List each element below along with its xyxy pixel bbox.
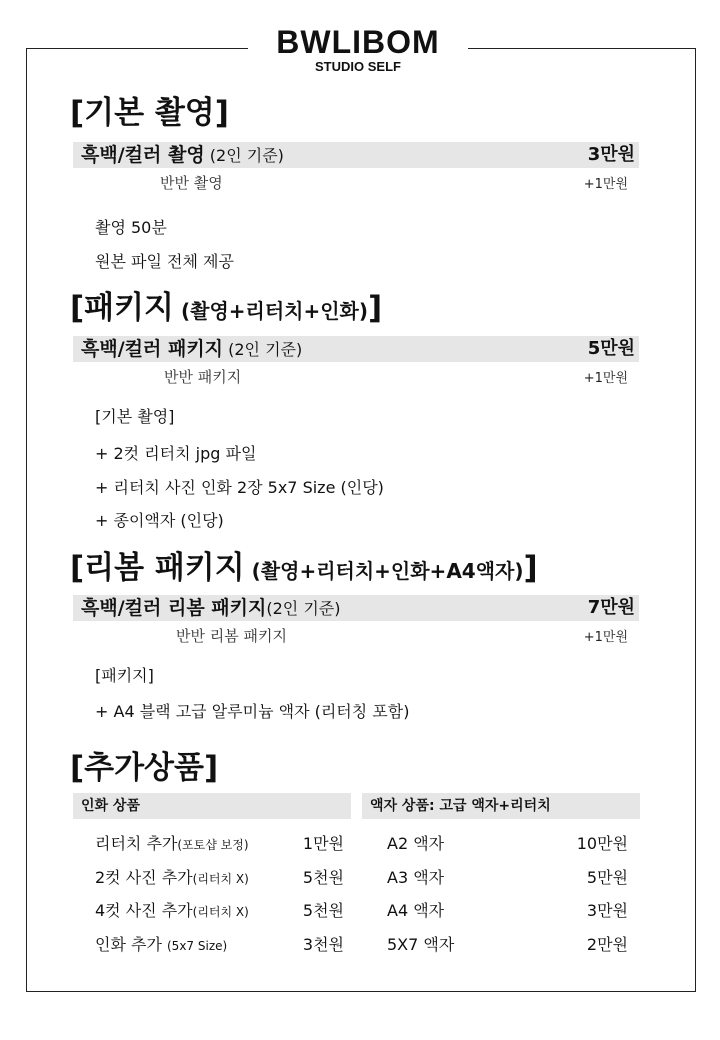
ribom-heading-close: ] (523, 550, 538, 586)
package-item: + 종이액자 (인당) (95, 511, 224, 530)
ribom-title (81, 595, 340, 622)
ribom-half-price: +1만원 (583, 630, 628, 645)
basic-heading: [기본 촬영] (70, 95, 229, 131)
package-title-bold: 흑백/컬러 패키지 (81, 338, 224, 360)
ribom-half-label: 반반 리봄 패키지 (176, 627, 287, 645)
basic-title (81, 142, 284, 169)
extra-heading: [추가상품] (70, 750, 219, 786)
ribom-title-bold: 흑백/컬러 리봄 패키지 (81, 597, 267, 619)
package-price: 5만원 (587, 338, 635, 359)
print-product-label: 4컷 사진 추가 (95, 901, 193, 920)
print-product-name (95, 934, 227, 957)
print-product-name (95, 900, 249, 923)
brand-subtitle: STUDIO SELF (315, 59, 401, 74)
basic-price-bar (73, 142, 639, 168)
print-product-price: 5천원 (302, 868, 344, 887)
print-products-title: 인화 상품 (81, 798, 140, 814)
print-product-label: 2컷 사진 추가 (95, 868, 193, 887)
frame-product-price: 5만원 (586, 868, 628, 887)
print-product-label: 인화 추가 (95, 935, 167, 954)
ribom-heading-main: [리봄 패키지 (70, 550, 245, 586)
package-title-note: (2인 기준) (223, 340, 303, 359)
print-product-note: (포토샵 보정) (177, 838, 249, 852)
print-product-note: (리터치 X) (192, 872, 249, 886)
ribom-price: 7만원 (587, 597, 635, 618)
package-item: [기본 촬영] (95, 407, 175, 426)
frame-product-price: 3만원 (586, 901, 628, 920)
ribom-item: [패키지] (95, 666, 154, 685)
print-product-label: 리터치 추가 (95, 834, 178, 853)
print-product-name (95, 867, 249, 890)
basic-item: 촬영 50분 (95, 218, 167, 237)
print-product-price: 1만원 (302, 834, 344, 853)
print-product-note: (리터치 X) (192, 905, 249, 919)
basic-title-bold: 흑백/컬러 촬영 (81, 144, 205, 166)
frame-product-name: A4 액자 (387, 901, 445, 920)
brand-name: BWLIBOM (276, 24, 440, 60)
ribom-heading-sub: (촬영+리터치+인화+A4액자) (244, 559, 524, 583)
frame-product-name: A3 액자 (387, 868, 445, 887)
basic-price: 3만원 (587, 144, 635, 165)
basic-item: 원본 파일 전체 제공 (95, 252, 234, 271)
frame-product-name: A2 액자 (387, 834, 445, 853)
package-half-label: 반반 패키지 (164, 368, 242, 386)
package-title (81, 336, 302, 363)
ribom-item: + A4 블랙 고급 알루미늄 액자 (리터칭 포함) (95, 702, 410, 721)
print-product-note: (5x7 Size) (167, 939, 228, 953)
ribom-heading (70, 550, 538, 589)
brand-logo (248, 24, 468, 74)
package-heading (70, 290, 382, 329)
package-price-bar (73, 336, 639, 362)
frame-product-name: 5X7 액자 (387, 935, 455, 954)
frame-products-header (362, 793, 640, 819)
package-half-price: +1만원 (583, 371, 628, 386)
basic-half-price: +1만원 (583, 177, 628, 192)
package-heading-close: ] (368, 290, 383, 326)
frame-products-title: 액자 상품: 고급 액자+리터치 (370, 798, 551, 814)
print-product-price: 3천원 (302, 935, 344, 954)
print-product-price: 5천원 (302, 901, 344, 920)
basic-half-label: 반반 촬영 (160, 174, 223, 192)
ribom-title-note: (2인 기준) (266, 599, 341, 618)
package-item: + 2컷 리터치 jpg 파일 (95, 444, 257, 463)
package-heading-main: [패키지 (70, 290, 175, 326)
ribom-price-bar (73, 595, 639, 621)
basic-title-note: (2인 기준) (204, 146, 284, 165)
print-product-name (95, 833, 249, 856)
package-item: + 리터치 사진 인화 2장 5x7 Size (인당) (95, 478, 384, 497)
frame-product-price: 10만원 (576, 834, 628, 853)
package-heading-sub: (촬영+리터치+인화) (174, 299, 369, 323)
frame-product-price: 2만원 (586, 935, 628, 954)
print-products-header (73, 793, 351, 819)
